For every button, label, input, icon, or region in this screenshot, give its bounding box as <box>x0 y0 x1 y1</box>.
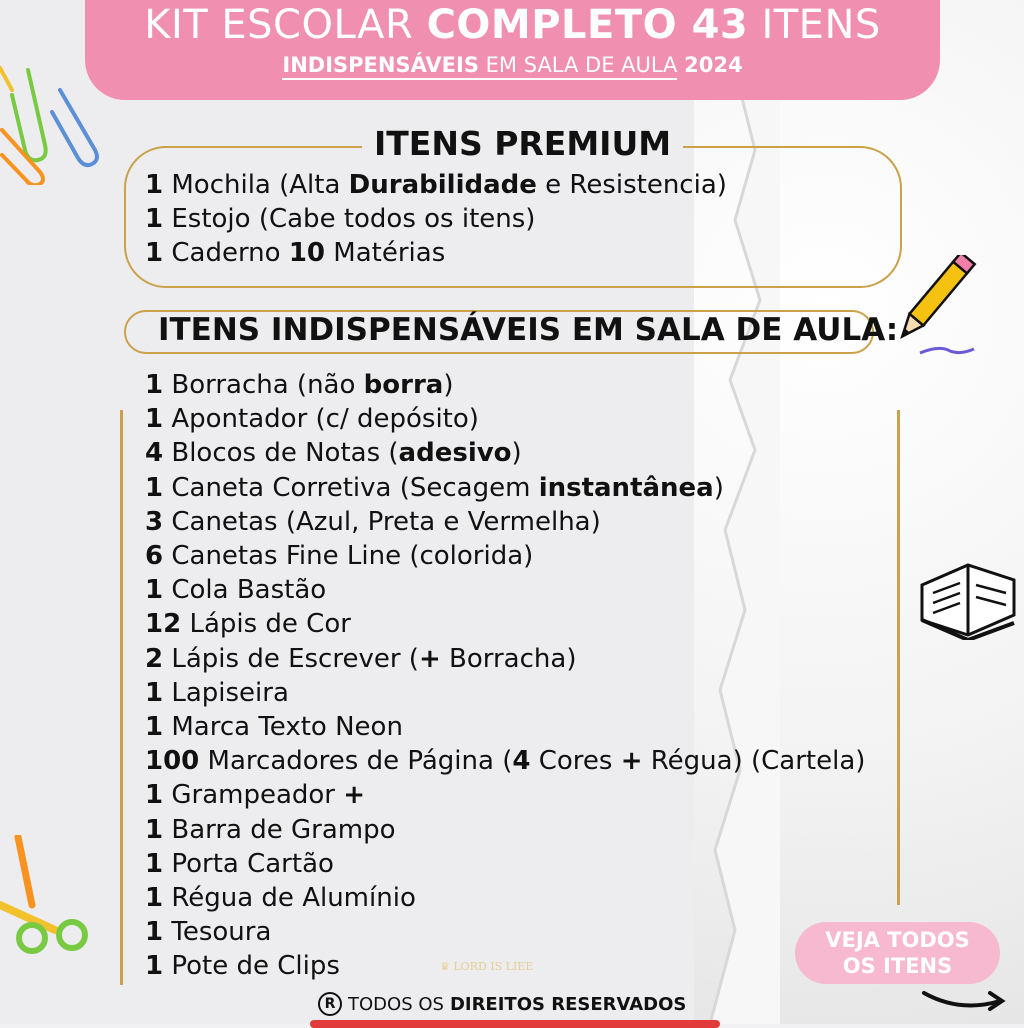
sala-title: ITENS INDISPENSÁVEIS EM SALA DE AULA: <box>158 312 899 348</box>
item-quantity: 1 <box>145 370 164 400</box>
list-item <box>145 368 865 402</box>
list-item <box>145 676 865 710</box>
item-quantity: 1 <box>145 712 164 743</box>
list-item <box>145 436 865 470</box>
item-quantity: 1 <box>145 917 164 948</box>
open-book-icon <box>918 545 1024 640</box>
item-quantity: 1 <box>145 951 164 982</box>
item-text: ) <box>511 438 522 469</box>
item-quantity: 4 <box>145 438 164 469</box>
item-quantity: 1 <box>145 780 164 811</box>
item-text: Apontador (c/ depósito) <box>171 404 479 435</box>
item-quantity: 1 <box>145 204 164 234</box>
item-quantity: 1 <box>145 848 164 879</box>
item-text: adesivo <box>398 438 512 469</box>
list-item <box>145 744 865 778</box>
list-item <box>145 642 865 676</box>
premium-item <box>145 236 727 270</box>
item-text: borra <box>363 370 444 400</box>
item-text: Cores <box>530 746 621 777</box>
item-text: Canetas (Azul, Preta e Vermelha) <box>171 506 601 537</box>
right-gold-line <box>897 410 900 905</box>
paper-clips-icon <box>0 60 110 185</box>
scissors-icon <box>0 835 100 960</box>
item-text: Caneta Corretiva (Secagem <box>171 472 539 503</box>
item-text: instantânea <box>538 472 714 503</box>
header-subtitle-b: EM SALA DE AULA <box>485 53 678 77</box>
item-quantity: 100 <box>145 746 200 777</box>
item-text: Blocos de Notas ( <box>171 438 399 469</box>
footer-text-b: DIREITOS RESERVADOS <box>449 993 687 1015</box>
item-text: Lápis de Cor <box>189 609 351 640</box>
item-text: Tesoura <box>171 917 272 948</box>
item-text: + <box>620 746 643 777</box>
header-title-c: ITENS <box>761 2 881 48</box>
item-text: Marca Texto Neon <box>171 712 403 743</box>
item-quantity: 1 <box>145 472 164 503</box>
item-quantity: 1 <box>145 814 164 845</box>
footer-red-bar <box>310 1020 720 1028</box>
header-subtitle-a: INDISPENSÁVEIS <box>282 53 479 77</box>
item-text: Estojo (Cabe todos os itens) <box>171 204 536 234</box>
item-text: e Resistencia) <box>536 170 727 200</box>
item-quantity: 1 <box>145 238 164 268</box>
item-text: + <box>418 643 441 674</box>
header-title-b: COMPLETO 43 <box>426 2 749 48</box>
item-quantity: 6 <box>145 541 164 572</box>
item-quantity: 12 <box>145 609 182 640</box>
left-gold-line <box>120 410 123 985</box>
footer-text-a: TODOS OS <box>348 993 444 1015</box>
list-item <box>145 573 865 607</box>
item-text: Lapiseira <box>171 677 289 708</box>
item-text: Régua) (Cartela) <box>642 746 866 777</box>
footer-rights <box>318 992 686 1016</box>
item-quantity: 1 <box>145 677 164 708</box>
list-item <box>145 607 865 641</box>
item-text: Caderno <box>171 238 289 268</box>
list-item <box>145 539 865 573</box>
premium-item <box>145 202 727 236</box>
see-all-line1: VEJA TODOS <box>825 928 970 952</box>
item-text: Mochila (Alta <box>171 170 349 200</box>
see-all-line2: OS ITENS <box>842 954 953 978</box>
item-text: Marcadores de Página ( <box>207 746 513 777</box>
header-subtitle-year: 2024 <box>684 53 743 77</box>
item-text: Porta Cartão <box>171 848 334 879</box>
see-all-items-button[interactable] <box>795 922 1000 984</box>
list-item <box>145 813 865 847</box>
item-quantity: 1 <box>145 170 164 200</box>
item-text: Grampeador <box>171 780 344 811</box>
item-text: Matérias <box>325 238 446 268</box>
list-item <box>145 778 865 812</box>
sala-list <box>145 368 865 984</box>
item-quantity: 2 <box>145 643 164 674</box>
item-text: + <box>343 780 366 811</box>
header-title <box>85 2 940 48</box>
list-item <box>145 471 865 505</box>
item-text: Borracha) <box>440 643 577 674</box>
premium-item <box>145 168 727 202</box>
header-banner <box>85 0 940 100</box>
item-quantity: 1 <box>145 883 164 914</box>
header-title-a: KIT ESCOLAR <box>144 2 414 48</box>
list-item <box>145 847 865 881</box>
item-text: Pote de Clips <box>171 951 340 982</box>
item-text: Canetas Fine Line (colorida) <box>171 541 534 572</box>
header-subtitle <box>85 53 940 80</box>
item-quantity: 1 <box>145 575 164 606</box>
item-text: Barra de Grampo <box>171 814 396 845</box>
list-item <box>145 402 865 436</box>
item-text: Durabilidade <box>348 170 537 200</box>
list-item <box>145 915 865 949</box>
list-item <box>145 710 865 744</box>
premium-title: ITENS PREMIUM <box>362 124 683 163</box>
list-item <box>145 505 865 539</box>
item-text: 10 <box>288 238 326 268</box>
registered-icon: R <box>318 992 342 1016</box>
item-text: ) <box>713 472 724 503</box>
watermark-logo: ♛ LORD IS LIEE <box>440 960 534 973</box>
item-text: Régua de Alumínio <box>171 883 416 914</box>
premium-list <box>145 168 727 270</box>
item-text: 4 <box>512 746 531 777</box>
list-item <box>145 881 865 915</box>
pencil-icon <box>880 255 980 365</box>
item-quantity: 3 <box>145 506 164 537</box>
arrow-icon <box>920 985 1010 1015</box>
item-text: Cola Bastão <box>171 575 327 606</box>
item-text: Borracha (não <box>171 370 364 400</box>
item-quantity: 1 <box>145 404 164 435</box>
item-text: Lápis de Escrever ( <box>171 643 419 674</box>
item-text: ) <box>443 370 454 400</box>
